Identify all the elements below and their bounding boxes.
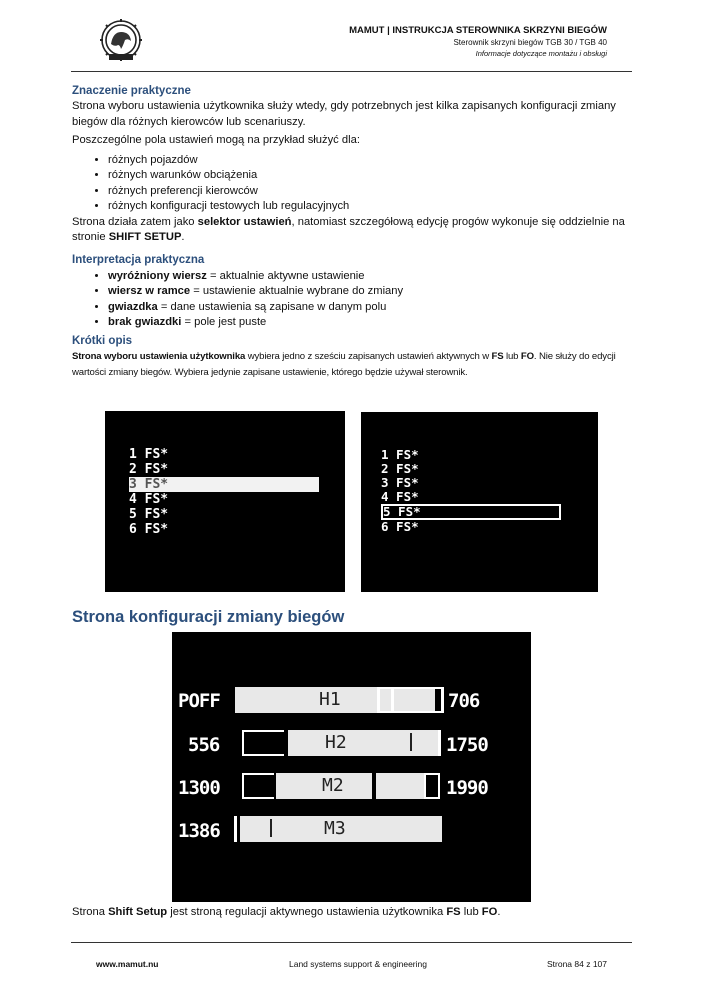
bullet-list bbox=[72, 153, 632, 215]
text-run: = aktualnie aktywne ustawienie bbox=[206, 269, 365, 282]
bold-run: selektor ustawień bbox=[197, 215, 292, 228]
bar-label: M2 bbox=[322, 775, 344, 796]
menu-row-framed: 5 FS* bbox=[381, 504, 561, 520]
footer-divider bbox=[71, 942, 632, 943]
row-left-value: 1386 bbox=[178, 820, 220, 842]
header-subtitle: Sterownik skrzyni biegów TGB 30 / TGB 40 bbox=[453, 38, 607, 47]
menu-row: 6 FS* bbox=[381, 519, 419, 534]
row-right-value: 1750 bbox=[446, 734, 488, 756]
bar-label: M3 bbox=[324, 818, 346, 839]
menu-row: 4 FS* bbox=[381, 489, 419, 504]
paragraph bbox=[72, 349, 632, 381]
bold-run: FO bbox=[520, 350, 534, 362]
bold-run: brak gwiazdki bbox=[108, 316, 182, 328]
paragraph: Poszczególne pola ustawień mogą na przykład służyć dla: bbox=[72, 134, 360, 146]
text-run: = pole jest puste bbox=[181, 316, 267, 328]
bar-label: H2 bbox=[325, 732, 347, 753]
list-item bbox=[108, 269, 632, 285]
header-subtitle-italic: Informacje dotyczące montażu i obsługi bbox=[475, 49, 607, 58]
text-run: . bbox=[533, 350, 537, 362]
bold-run: SHIFT SETUP bbox=[108, 231, 182, 243]
text-run: , natomiast szczegółową edycję progów wykonuje się oddzielnie na stronie bbox=[72, 215, 625, 243]
bar-label: H1 bbox=[319, 689, 341, 710]
closing-paragraph bbox=[72, 906, 500, 918]
shift-setup-screen bbox=[172, 632, 531, 902]
bar-outline-left bbox=[242, 730, 284, 756]
menu-row: 1 FS* bbox=[129, 447, 169, 462]
text-run: = ustawienie aktualnie wybrane do zmiany bbox=[190, 285, 404, 297]
bold-run: Shift Setup bbox=[108, 906, 168, 918]
paragraph bbox=[72, 215, 632, 246]
bar-tick bbox=[438, 730, 441, 756]
menu-row: 3 FS* bbox=[381, 475, 419, 490]
footer-page-number: Strona 84 z 107 bbox=[546, 959, 607, 969]
list-item bbox=[108, 284, 632, 300]
user-setting-menu bbox=[129, 447, 319, 537]
row-left-value: 556 bbox=[188, 734, 220, 756]
bar-outline-right bbox=[424, 773, 440, 799]
bar-tick bbox=[270, 819, 272, 837]
bold-run: Strona wyboru ustawienia użytkownika bbox=[72, 350, 246, 362]
menu-row-highlighted: 3 FS* bbox=[129, 477, 319, 492]
row-right-value: 1990 bbox=[446, 777, 488, 799]
text-run: Strona bbox=[72, 906, 109, 918]
oled-screen-highlighted bbox=[105, 411, 345, 592]
menu-row: 2 FS* bbox=[129, 462, 169, 477]
bar-fill bbox=[288, 730, 438, 756]
footer-website[interactable]: www.mamut.nu bbox=[96, 959, 159, 969]
text-run: Strona działa zatem jako bbox=[72, 215, 198, 228]
text-run: jest stroną regulacji aktywnego ustawienia użytkownika bbox=[167, 906, 447, 918]
list-item: • różnych konfiguracji testowych lub regulacyjnych bbox=[108, 199, 632, 215]
bar-fill bbox=[235, 687, 377, 713]
text-run: lub bbox=[460, 906, 482, 918]
header-divider bbox=[71, 71, 632, 72]
user-setting-menu bbox=[381, 448, 561, 534]
list-item bbox=[108, 300, 632, 316]
bold-run: wyróżniony wiersz bbox=[108, 269, 207, 282]
text-run: wybiera jedno z sześciu zapisanych ustawień aktywnych w bbox=[245, 350, 492, 362]
list-item: • różnych warunków obciążenia bbox=[108, 168, 632, 184]
bar-outline-right bbox=[378, 687, 444, 713]
text-run: = dane ustawienia są zapisane w danym polu bbox=[157, 300, 387, 313]
oled-screen-framed bbox=[361, 412, 598, 592]
bar-tick bbox=[234, 816, 237, 842]
bold-run: wiersz w ramce bbox=[108, 285, 191, 297]
text-run: . bbox=[181, 231, 185, 243]
menu-row: 6 FS* bbox=[129, 522, 169, 537]
bullet-list bbox=[72, 269, 632, 331]
footer-tagline: Land systems support & engineering bbox=[289, 959, 427, 969]
bold-run: FS bbox=[446, 906, 461, 918]
menu-row: 5 FS* bbox=[129, 507, 169, 522]
list-item: • różnych pojazdów bbox=[108, 153, 632, 169]
row-right-value: 706 bbox=[448, 690, 480, 712]
row-left-value: 1300 bbox=[178, 777, 220, 799]
menu-row: 1 FS* bbox=[381, 447, 419, 462]
bold-run: FO bbox=[481, 906, 498, 918]
menu-row: 2 FS* bbox=[381, 461, 419, 476]
section-heading-summary: Krótki opis bbox=[72, 334, 133, 347]
bold-run: FS bbox=[491, 350, 504, 362]
text-run: . bbox=[497, 906, 501, 918]
section-heading-interpretation: Interpretacja praktyczna bbox=[72, 253, 205, 266]
text-run: lub bbox=[503, 350, 521, 362]
paragraph: Strona wyboru ustawienia użytkownika służy wtedy, gdy potrzebnych jest kilka zapisanych konfiguracji zmiany biegów dla różnych kierowców lub scenariuszy. bbox=[72, 100, 616, 128]
list-item: • różnych preferencji kierowców bbox=[108, 184, 632, 200]
company-logo bbox=[95, 18, 147, 64]
menu-row: 4 FS* bbox=[129, 492, 169, 507]
document-body bbox=[72, 84, 632, 381]
bold-run: gwiazdka bbox=[108, 300, 158, 313]
row-left-value: POFF bbox=[178, 690, 220, 712]
text-run: Nie służy do edycji wartości zmiany biegów. Wybiera jedynie zapisane ustawienie, którego będzie używał sterownik. bbox=[72, 350, 616, 378]
header-title: MAMUT | INSTRUKCJA STEROWNIKA SKRZYNI BIEGÓW bbox=[349, 25, 607, 36]
section-title: Strona konfiguracji zmiany biegów bbox=[72, 608, 345, 626]
section-heading-significance: Znaczenie praktyczne bbox=[72, 85, 191, 97]
bar-tick bbox=[391, 687, 394, 713]
bar-outline-left bbox=[242, 773, 274, 799]
list-item bbox=[108, 315, 632, 331]
bar-fill bbox=[376, 773, 424, 799]
bar-tick bbox=[410, 733, 412, 751]
